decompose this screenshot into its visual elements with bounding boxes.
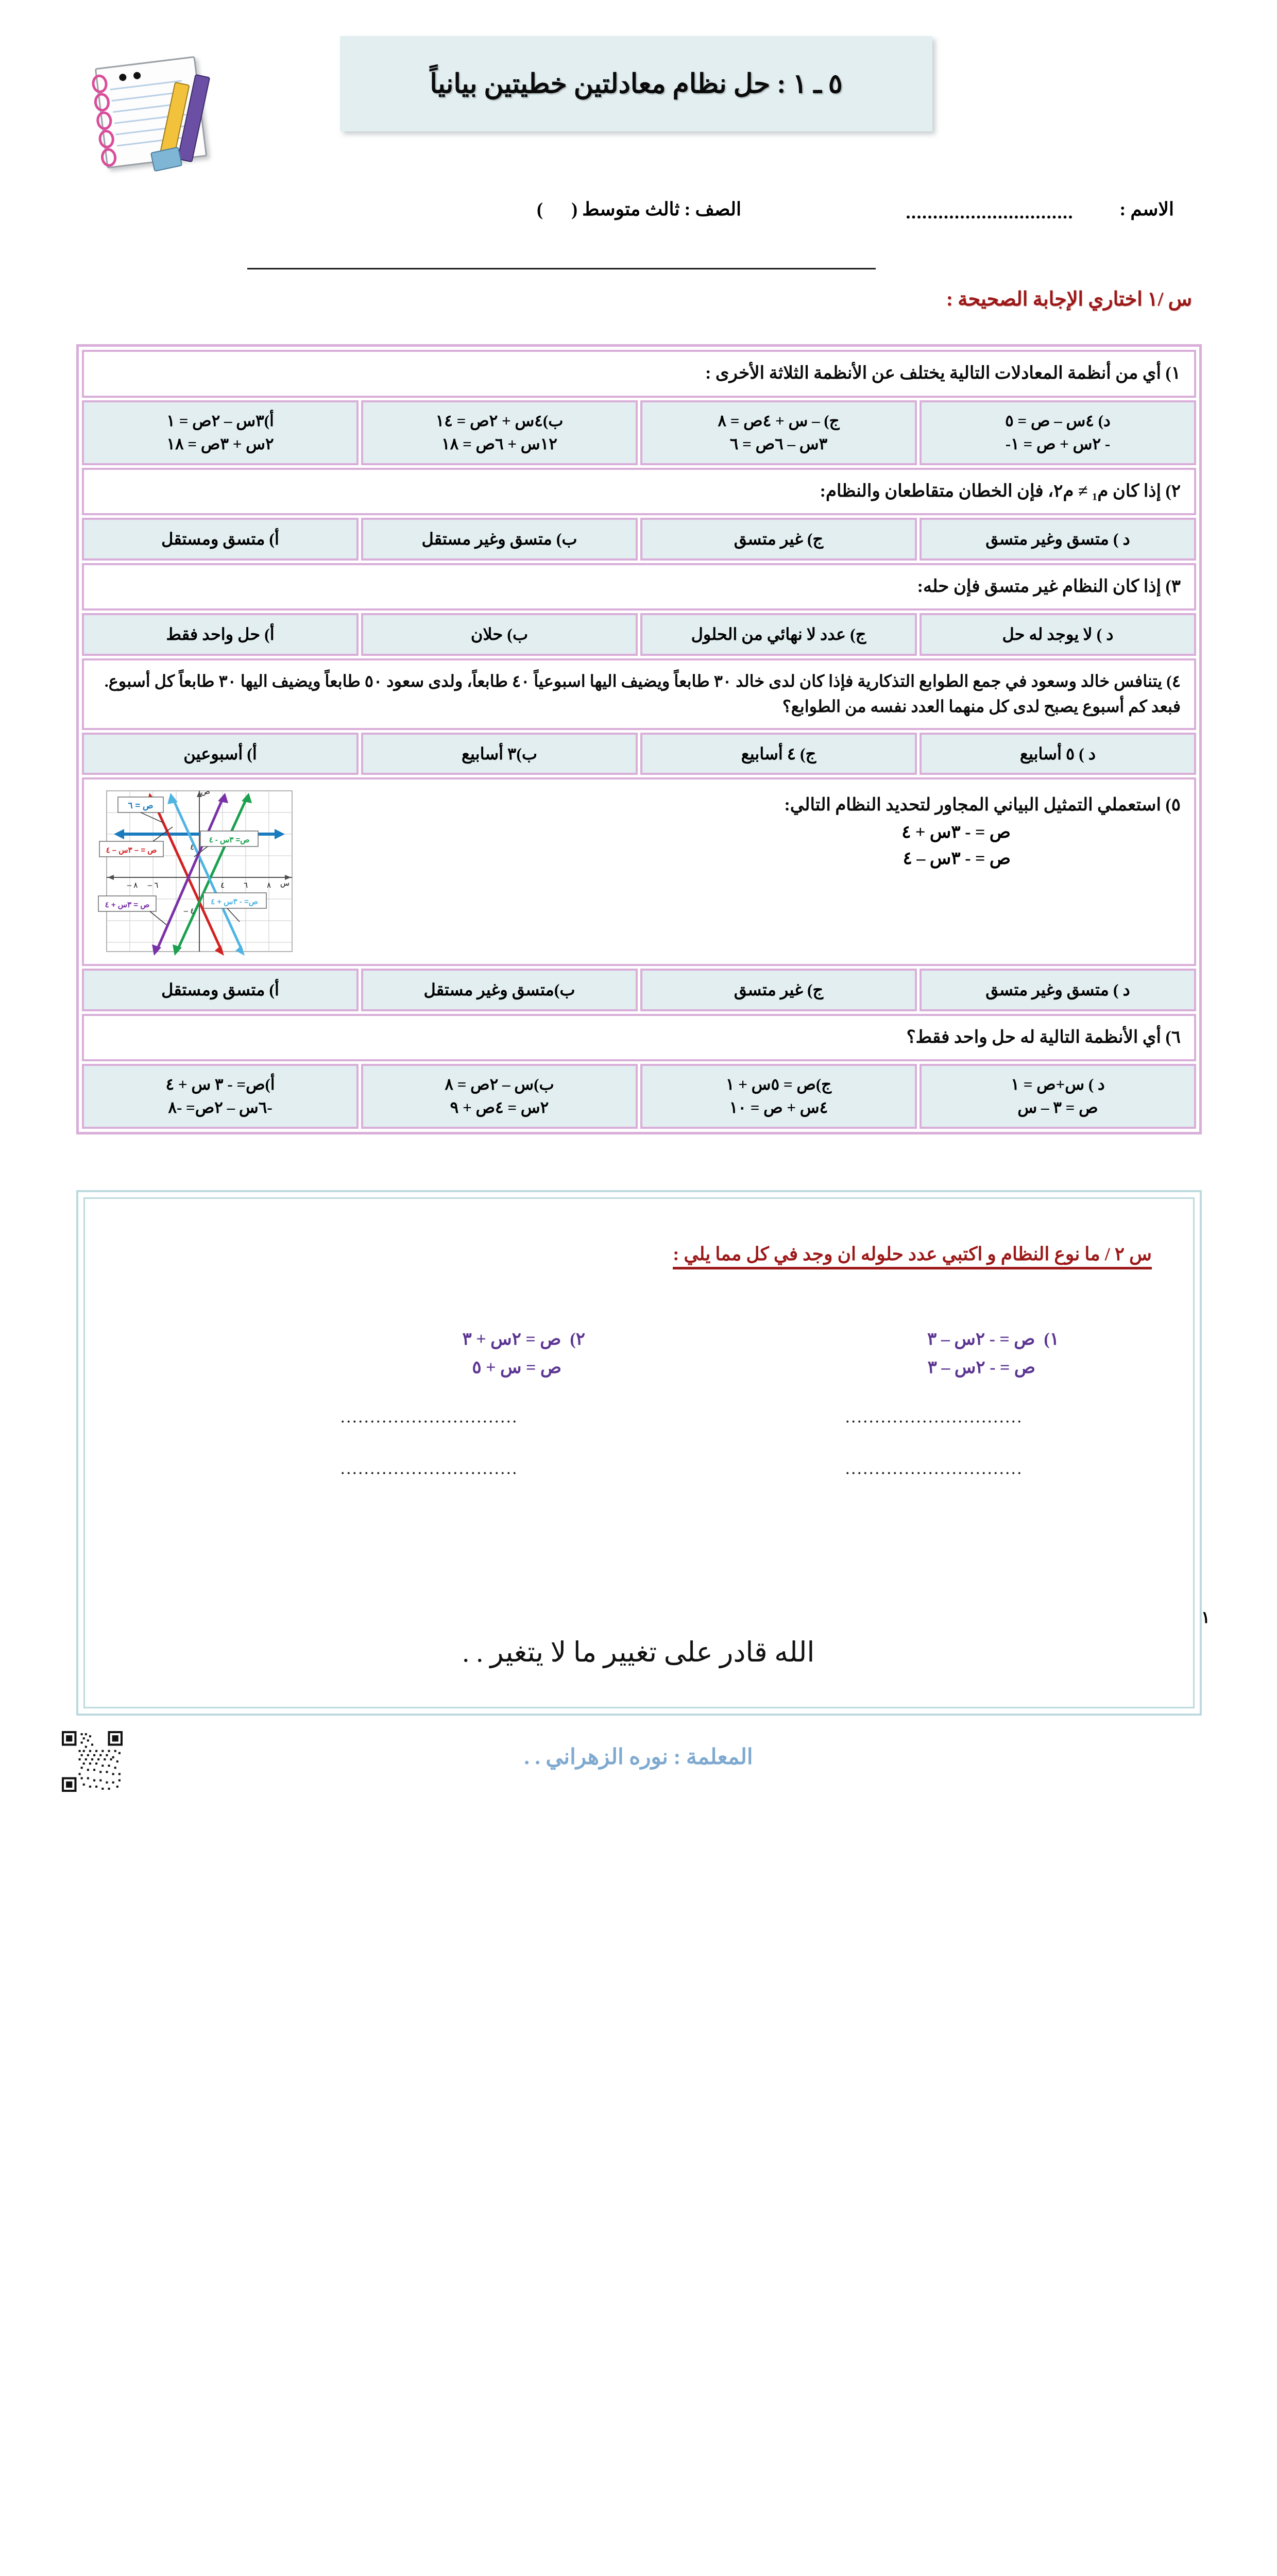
- option-line-2: -٦س – ٢ص= -٨: [168, 1098, 273, 1117]
- svg-text:٨: ٨: [266, 881, 271, 890]
- option-3-d[interactable]: [920, 613, 1196, 655]
- question-1-options: [82, 400, 1196, 465]
- option-line-2: ص = ٣ – س: [1017, 1098, 1098, 1117]
- option-5-d[interactable]: [920, 969, 1196, 1011]
- svg-text:٤: ٤: [220, 881, 225, 890]
- option-line-1: أ) حل واحد فقط: [166, 625, 275, 644]
- option-1-a[interactable]: [82, 400, 359, 465]
- question-4-options: [82, 733, 1196, 775]
- section2-item-1-equation-1: ص = - ٢س – ٣: [927, 1330, 1035, 1349]
- option-line-1: أ) متسق ومستقل: [161, 530, 279, 549]
- page-number: ١: [1201, 1608, 1210, 1626]
- option-5-c[interactable]: [640, 969, 917, 1011]
- question-5-equation-1: ص = - ٣س + ٤: [901, 822, 1011, 842]
- option-line-1: ج) غير متسق: [734, 530, 824, 549]
- option-6-c[interactable]: [640, 1064, 917, 1129]
- option-line-1: د ) ٥ أسابيع: [1019, 744, 1096, 763]
- section1-heading: س /١ اختاري الإجابة الصحيحة :: [946, 289, 1192, 310]
- name-input-dots[interactable]: ...............................: [906, 202, 1074, 223]
- section2-heading: س ٢ / ما نوع النظام و اكتبي عدد حلوله ان وجد في كل مما يلي :: [673, 1243, 1152, 1269]
- svg-text:٤: ٤: [190, 843, 195, 852]
- page-title: ٥ ـ ١ : حل نظام معادلتين خطيتين بيانياً: [430, 69, 843, 99]
- option-line-1: أ)ص= - ٣ س + ٤: [165, 1075, 275, 1094]
- header-divider: [247, 268, 876, 269]
- question-5-prompt-row: [82, 777, 1196, 966]
- option-line-2: ٢س = ٤ص + ٩: [450, 1098, 549, 1117]
- option-line-2: ٢س + ٣ص = ١٨: [166, 434, 274, 453]
- answer-line-1a[interactable]: ..............................: [845, 1408, 1023, 1427]
- option-line-1: ج)ص = ٥س + ١: [725, 1075, 832, 1094]
- question-4-prompt-row: [82, 658, 1196, 730]
- option-line-2: ٣س – ٦ص = ٦: [729, 434, 828, 453]
- question-5-equation-2: ص = - ٣س – ٤: [903, 849, 1011, 868]
- svg-text:٨ –: ٨ –: [127, 881, 138, 890]
- worksheet-title-box: [340, 36, 932, 131]
- svg-text:٦ –: ٦ –: [147, 881, 159, 890]
- option-6-d[interactable]: [920, 1064, 1196, 1129]
- question-2-options: [82, 518, 1196, 560]
- answer-line-2b[interactable]: ..............................: [340, 1459, 518, 1478]
- question-5-text: ٥) استعملي التمثيل البياني المجاور لتحديد النظام التالي:: [784, 795, 1181, 815]
- answer-line-2a[interactable]: ..............................: [340, 1408, 518, 1427]
- option-2-a[interactable]: [82, 518, 359, 560]
- option-line-1: ج) عدد لا نهائي من الحلول: [691, 625, 866, 644]
- option-3-b[interactable]: [361, 613, 638, 655]
- section2-item-1: [927, 1325, 1059, 1382]
- question-1-text: ١) أي من أنظمة المعادلات التالية يختلف عن الأنظمة الثلاثة الأخرى :: [705, 364, 1181, 383]
- option-2-b[interactable]: [361, 518, 638, 560]
- answer-line-1b[interactable]: ..............................: [845, 1459, 1023, 1478]
- option-line-1: أ) أسبوعين: [183, 744, 257, 763]
- question-2-text: ٢) إذا كان م₁ ≠ م٢، فإن الخطان متقاطعان والنظام:: [820, 481, 1181, 501]
- option-4-d[interactable]: [920, 733, 1196, 775]
- option-3-a[interactable]: [82, 613, 359, 655]
- option-line-2: ١٢س + ٦ص = ١٨: [441, 434, 557, 453]
- option-line-1: أ)٣س – ٢ص = ١: [166, 411, 274, 430]
- svg-text:ص: ص: [200, 787, 211, 796]
- section2-item-2-equation-1: ص = ٢س + ٣: [462, 1330, 561, 1349]
- option-line-1: ب)٤س + ٢ص = ١٤: [435, 411, 564, 430]
- option-line-1: أ) متسق ومستقل: [161, 980, 279, 999]
- question-6-text: ٦) أي الأنظمة التالية له حل واحد فقط؟: [906, 1027, 1181, 1047]
- footer-quote: الله قادر على تغيير ما لا يتغير . .: [462, 1637, 815, 1668]
- qr-code-icon: [62, 1731, 123, 1792]
- section2-item-1-equation-2: ص = - ٢س – ٣: [927, 1358, 1035, 1378]
- option-line-1: ب) متسق وغير مستقل: [421, 530, 577, 549]
- option-line-1: د ) س+ص = ١: [1011, 1075, 1105, 1094]
- option-line-1: د ) لا يوجد له حل: [1002, 625, 1114, 644]
- option-5-b[interactable]: [361, 969, 638, 1011]
- question-1-prompt-row: [82, 350, 1196, 398]
- section2-item-2-number: ٢): [570, 1330, 585, 1349]
- notebook-clipart-top: [90, 54, 240, 178]
- option-line-1: ب) حلان: [470, 625, 529, 644]
- section2-item-2: [463, 1325, 586, 1382]
- class-label: الصف : ثالث متوسط (: [571, 199, 741, 219]
- svg-text:ص= ٣س - ٤: ص= ٣س - ٤: [209, 836, 250, 845]
- svg-text:ص = ٦: ص = ٦: [128, 801, 154, 811]
- svg-text:ص= - ٣س + ٤: ص= - ٣س + ٤: [211, 897, 258, 907]
- question-3-text: ٣) إذا كان النظام غير متسق فإن حله:: [917, 577, 1181, 596]
- question-2-prompt-row: [82, 468, 1196, 516]
- option-3-c[interactable]: [640, 613, 917, 655]
- option-2-c[interactable]: [640, 518, 917, 560]
- question-3-prompt-row: [82, 563, 1196, 611]
- option-line-1: د ) متسق وغير متسق: [985, 980, 1130, 999]
- question-6-options: [82, 1064, 1196, 1129]
- svg-text:٤ –: ٤ –: [183, 907, 195, 916]
- question-5-options: [82, 969, 1196, 1011]
- question-6-prompt-row: [82, 1014, 1196, 1062]
- option-line-1: ج) ٤ أسابيع: [741, 744, 816, 763]
- section2-item-2-equation-2: ص = س + ٥: [472, 1358, 561, 1378]
- option-line-1: ج) – س + ٤ص = ٨: [718, 411, 840, 430]
- option-5-a[interactable]: [82, 969, 359, 1011]
- option-line-2: ٤س + ص = ١٠: [729, 1098, 828, 1117]
- option-4-b[interactable]: [361, 733, 638, 775]
- option-line-1: ج) غير متسق: [734, 980, 824, 999]
- option-6-b[interactable]: [361, 1064, 638, 1129]
- option-line-2: - ٢س + ص = ١-: [1005, 434, 1111, 453]
- section2-item-1-number: ١): [1044, 1330, 1059, 1349]
- option-4-a[interactable]: [82, 733, 359, 775]
- option-1-d[interactable]: [920, 400, 1196, 465]
- question-3-options: [82, 613, 1196, 655]
- option-6-a[interactable]: [82, 1064, 359, 1129]
- option-2-d[interactable]: [920, 518, 1196, 560]
- svg-text:٦: ٦: [243, 881, 248, 890]
- linear-systems-graph: [91, 787, 308, 957]
- option-1-c[interactable]: [640, 400, 917, 465]
- option-line-1: د ) متسق وغير متسق: [985, 530, 1130, 549]
- name-label: الاسم :: [1119, 199, 1174, 219]
- option-4-c[interactable]: [640, 733, 917, 775]
- question-4-text: ٤) يتنافس خالد وسعود في جمع الطوابع التذكارية فإذا كان لدى خالد ٣٠ طابعاً ويضيف اليها اسبوعياً ٤٠ طابعاً، ولدى سعود ٥٠ طابعاً ويضيف اليها ٣٠ طابعاً كل أسبوع. فبعد كم أسبوع يصبح لدى كل منهما العدد نفسه من الطوابع؟: [104, 671, 1181, 716]
- option-line-1: ب)٣ أسابيع: [461, 744, 537, 763]
- option-1-b[interactable]: [361, 400, 638, 465]
- svg-text:ص = – ٣س – ٤: ص = – ٣س – ٤: [106, 846, 157, 855]
- class-section-paren[interactable]: ): [537, 199, 543, 219]
- option-line-1: ب)س – ٢ص = ٨: [445, 1075, 554, 1094]
- option-line-1: د) ٤س – ص = ٥: [1005, 411, 1111, 430]
- option-line-1: ب)متسق وغير مستقل: [423, 980, 575, 999]
- svg-text:س: س: [280, 879, 290, 888]
- student-identity-line: [0, 198, 1277, 229]
- section1-quiz-frame: [76, 344, 1202, 1134]
- teacher-signature: المعلمة : نوره الزهراني . .: [524, 1745, 753, 1769]
- svg-text:ص = ٣س + ٤: ص = ٣س + ٤: [105, 901, 150, 910]
